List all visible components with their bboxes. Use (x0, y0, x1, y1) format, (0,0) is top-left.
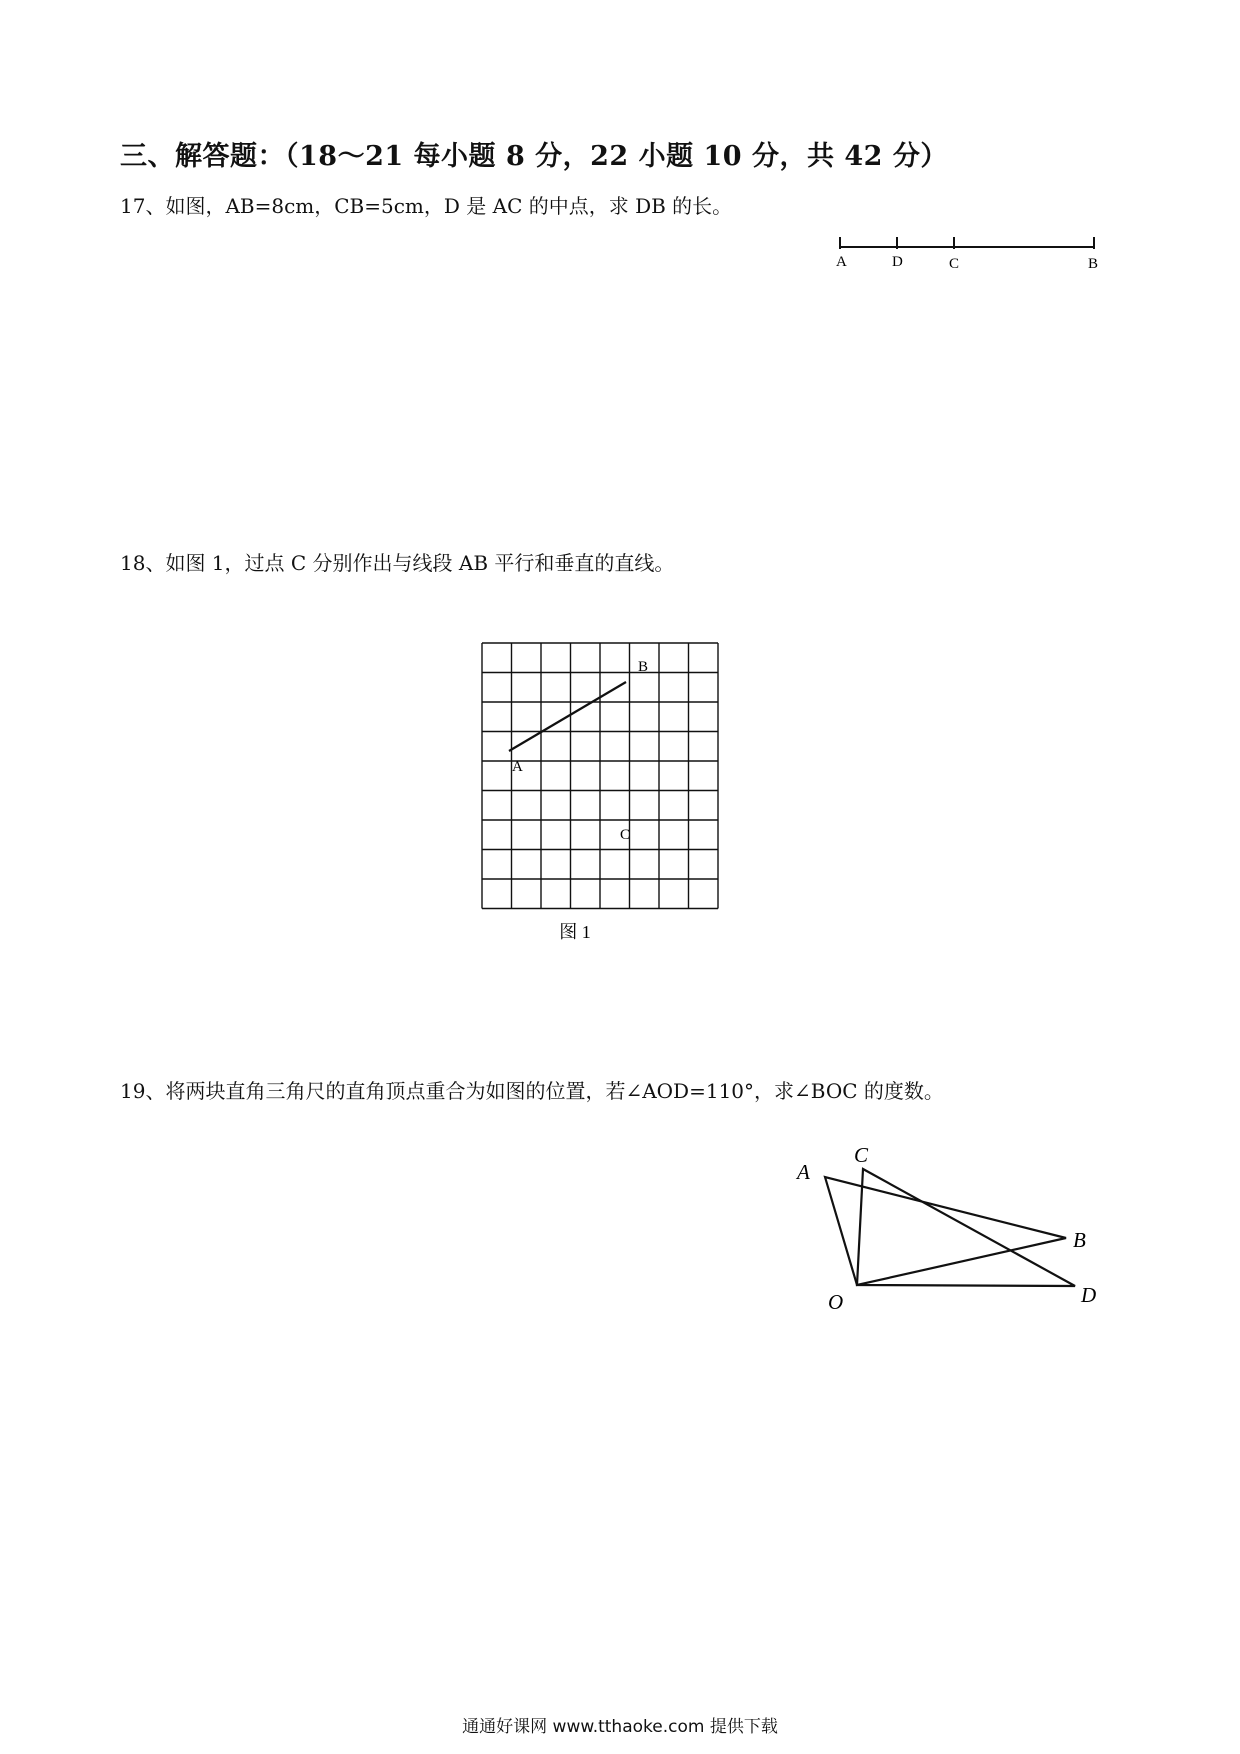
q17-segment-figure (830, 225, 1110, 275)
section-title: 三、解答题：（18～21 每小题 8 分，22 小题 10 分，共 42 分） (120, 141, 948, 172)
segment-ab (509, 682, 626, 751)
grid (482, 643, 718, 909)
figure-caption: 图 1 (559, 922, 591, 942)
question-17-text: 17、如图，AB=8cm，CB=5cm，D 是 AC 的中点，求 DB 的长。 (120, 194, 733, 218)
q18-grid-figure (470, 640, 730, 960)
label-o: O (828, 1290, 844, 1314)
label-b: B (1088, 256, 1099, 272)
label-d: D (1081, 1283, 1097, 1307)
label-a: A (512, 759, 523, 775)
label-c: C (949, 256, 960, 272)
label-c: C (854, 1143, 869, 1167)
question-19-text: 19、将两块直角三角尺的直角顶点重合为如图的位置，若∠AOD=110°，求∠BOC 的度数。 (120, 1079, 944, 1103)
triangle-cod (857, 1169, 1075, 1286)
label-c: C (620, 827, 631, 843)
label-b: B (638, 659, 649, 675)
label-d: D (892, 254, 903, 270)
label-b: B (1073, 1228, 1086, 1252)
q19-triangles-figure (780, 1140, 1120, 1340)
label-a: A (836, 254, 847, 270)
question-18-text: 18、如图 1，过点 C 分别作出与线段 AB 平行和垂直的直线。 (120, 551, 675, 575)
footer-text: 通通好课网 www.tthaoke.com 提供下载 (462, 1717, 778, 1737)
label-a: A (797, 1160, 810, 1184)
